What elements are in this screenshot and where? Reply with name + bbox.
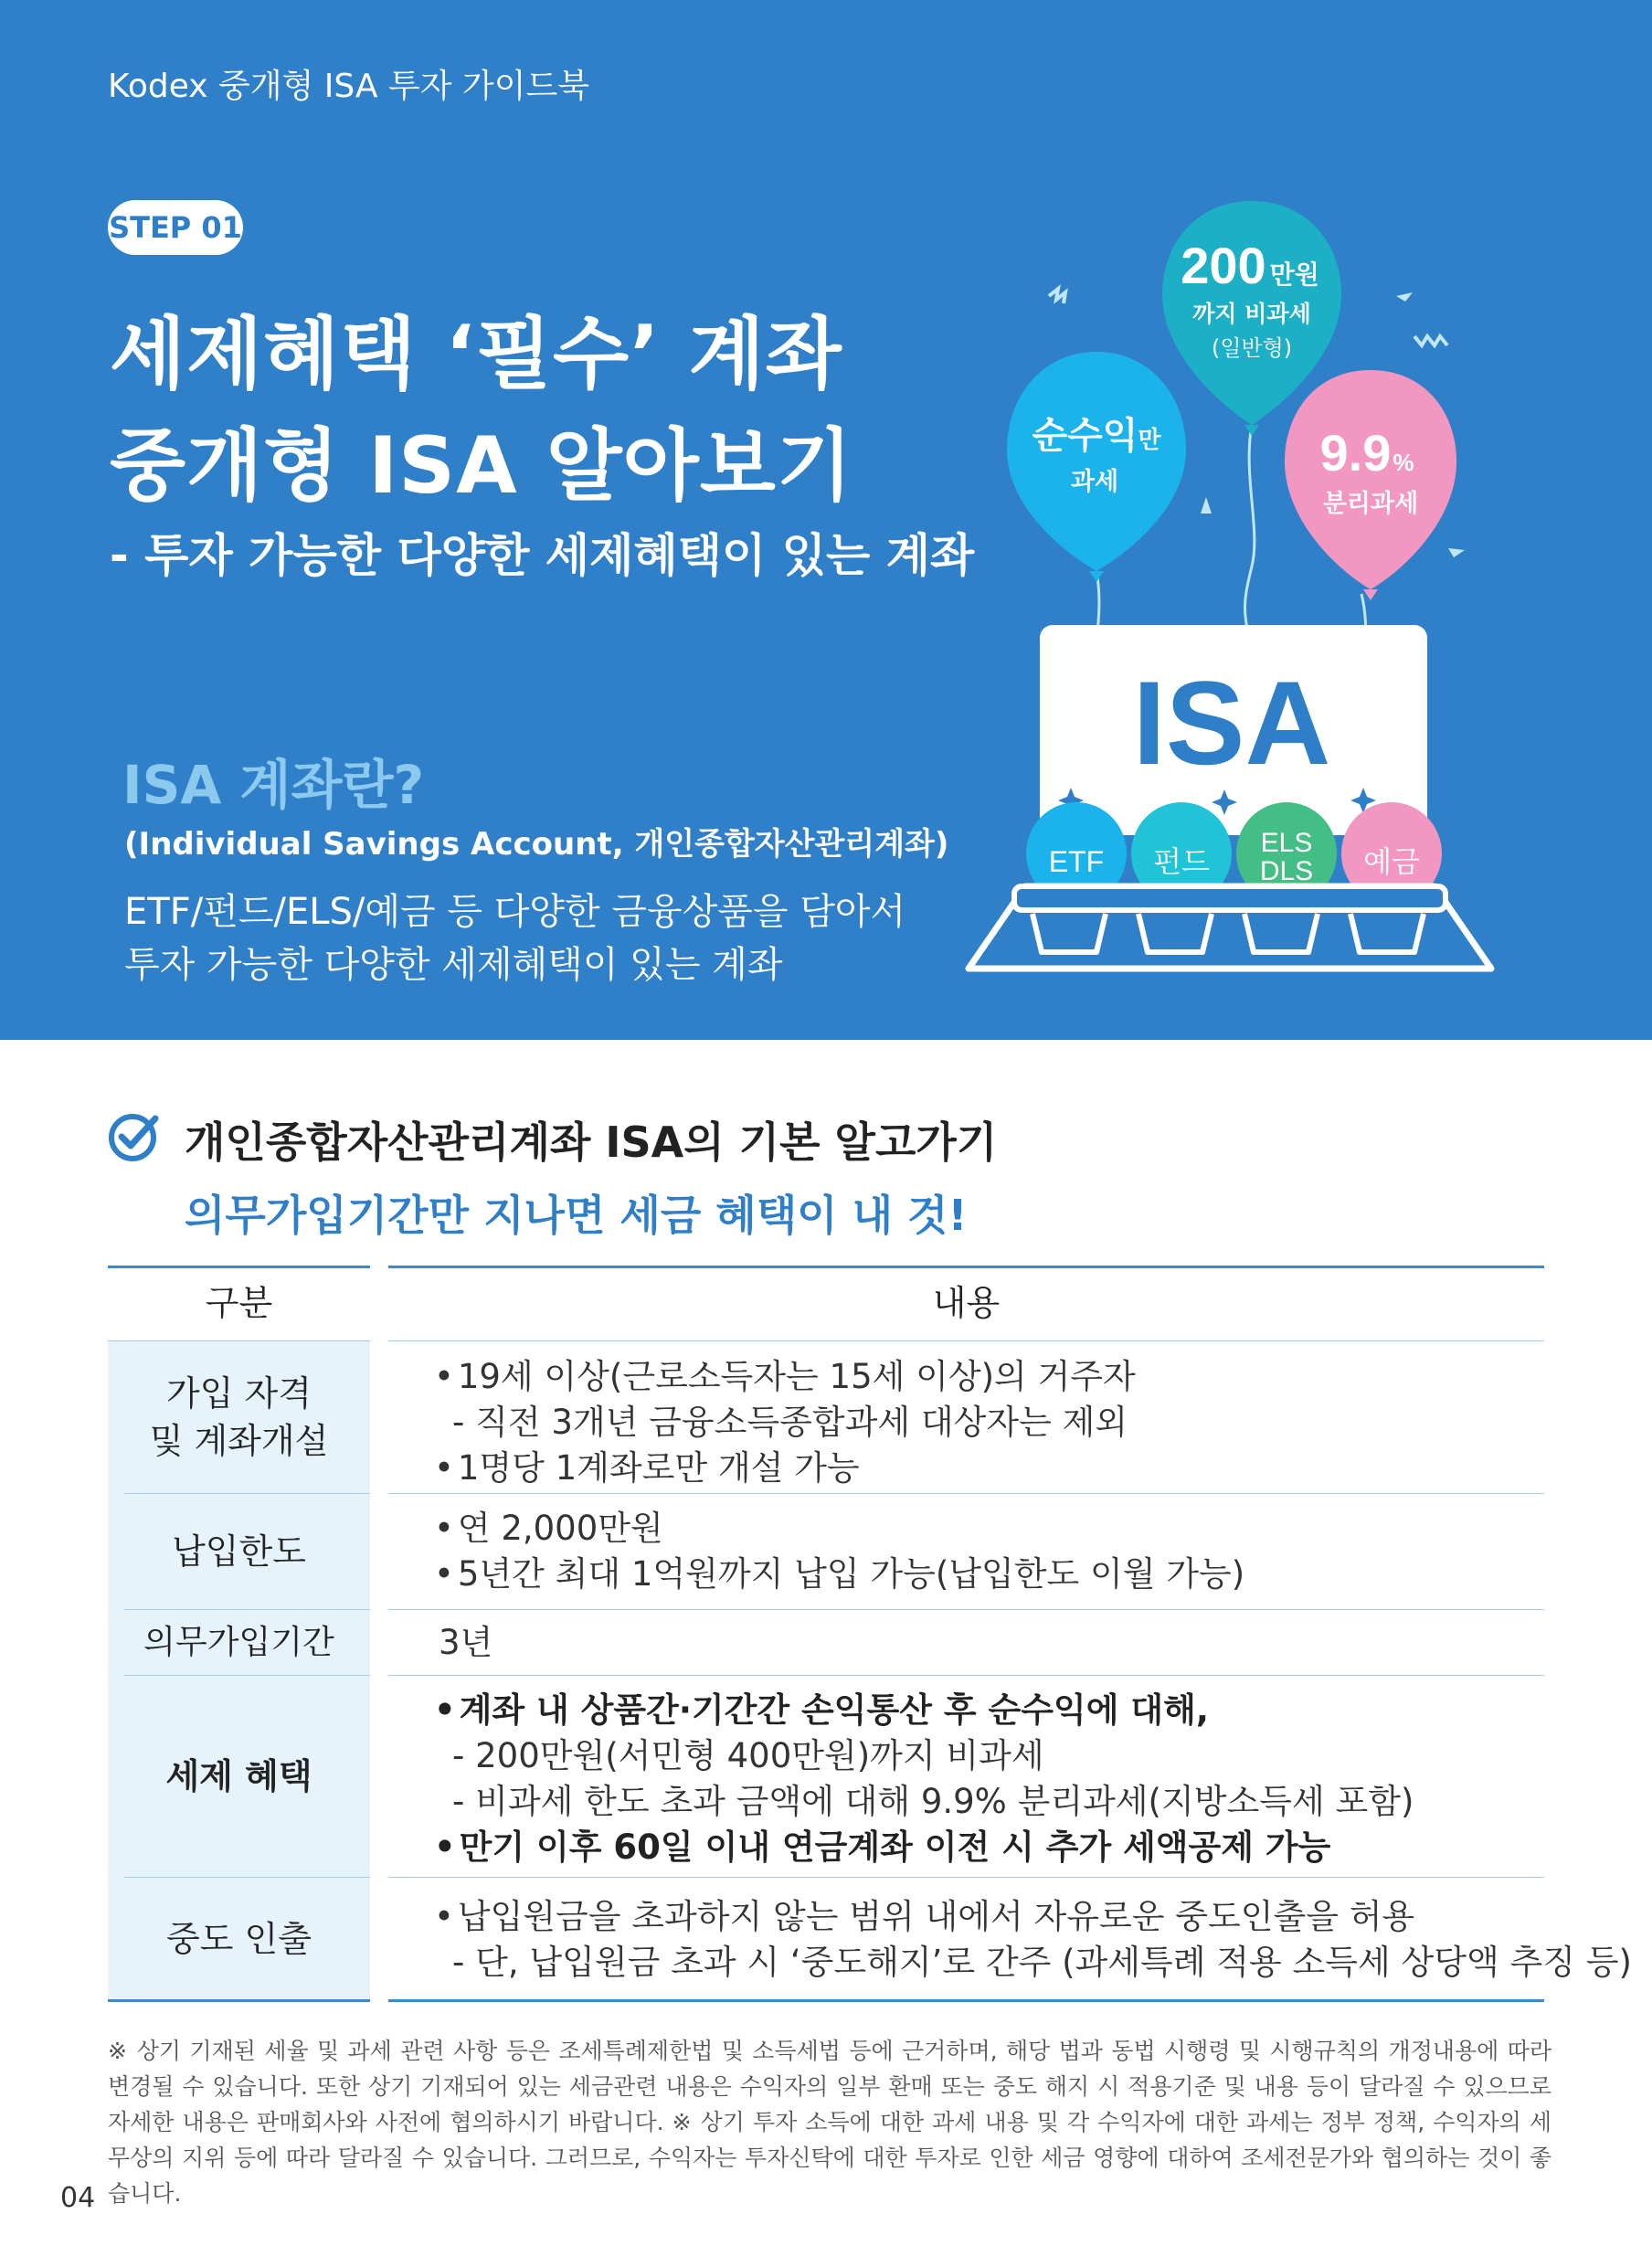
hero-banner bbox=[0, 0, 1652, 1040]
page-title-line2: 중개형 ISA 알아보기 bbox=[110, 420, 853, 512]
egg-tray bbox=[969, 886, 1491, 969]
triangle-icon bbox=[1201, 497, 1212, 514]
content-line: • 납입원금을 초과하지 않는 범위 내에서 자유로운 중도인출을 허용 bbox=[434, 1894, 1530, 1940]
svg-text:예금: 예금 bbox=[1363, 844, 1420, 879]
row-label-tax-benefit: 세제 혜택 bbox=[165, 1756, 312, 1796]
svg-text:ETF: ETF bbox=[1048, 845, 1105, 878]
triangle-icon bbox=[1396, 292, 1413, 302]
svg-text:200만원: 200 만원 bbox=[1181, 237, 1319, 294]
svg-text:ELS: ELS bbox=[1260, 828, 1313, 858]
svg-text:(일반형): (일반형) bbox=[1211, 335, 1293, 361]
row-content-withdrawal bbox=[434, 1894, 1632, 1986]
isa-description-line2: 투자 가능한 다양한 세제혜택이 있는 계좌 bbox=[124, 944, 783, 986]
svg-text:ISA: ISA bbox=[1132, 656, 1331, 789]
isa-question-heading: ISA 계좌란? bbox=[122, 754, 425, 816]
isa-balloon-illustration bbox=[950, 183, 1517, 1005]
svg-text:순수익만: 순수익만 bbox=[1032, 415, 1161, 457]
svg-text:9.9%: 9.9% bbox=[1319, 424, 1414, 482]
check-circle-icon bbox=[108, 1109, 161, 1162]
svg-text:펀드: 펀드 bbox=[1153, 844, 1210, 879]
sparkle-icon bbox=[1049, 289, 1065, 303]
triangle-icon bbox=[1448, 548, 1465, 557]
content-line: • 만기 이후 60일 이내 연금계좌 이전 시 추가 세액공제 가능 bbox=[434, 1825, 1530, 1870]
row-label-line: 가입 자격 bbox=[166, 1373, 312, 1414]
row-content-eligibility bbox=[434, 1354, 1530, 1491]
step-badge: STEP 01 bbox=[108, 200, 243, 255]
row-content-contribution-limit bbox=[434, 1506, 1530, 1597]
row-label-contribution-limit: 납입한도 bbox=[172, 1531, 306, 1572]
content-line: 3년 bbox=[439, 1623, 493, 1662]
isa-description-line1: ETF/펀드/ELS/예금 등 다양한 금융상품을 담아서 bbox=[124, 891, 906, 933]
footnote: ※ 상기 기재된 세율 및 과세 관련 사항 등은 조세특례제한법 및 소득세법 등에 근거하며, 해당 법과 동법 시행령 및 시행규칙의 개정내용에 따라 변경될 수 있습니다. 또한 상기 기재되어 있는 세금관련 내용은 수익자의 일부 환매 또는 중도 해지 시 적용기준 및 내용 등이 달라질 수 있으므로 자세한 내용은 판매회사와 사전에 협의하시기 바랍니다. ※ 상기 투자 소득에 대한 과세 내용 및 각 수익자에 대한 과세는 정부 정책, 수익자의 세무상의 지위 등에 따라 달라질 수 있습니다. 그러므로, 수익자는 투자신탁에 대한 투자로 인한 세금 영향에 대하여 조세전문가와 협의하는 것이 좋습니다. bbox=[108, 2038, 1551, 2207]
page-subtitle: - 투자 가능한 다양한 세제혜택이 있는 계좌 bbox=[110, 529, 975, 582]
content-line: • 연 2,000만원 bbox=[434, 1506, 1530, 1552]
row-label-eligibility bbox=[108, 1341, 370, 1493]
row-content-mandatory-period bbox=[439, 1620, 1535, 1666]
svg-text:DLS: DLS bbox=[1259, 856, 1314, 886]
row-content-tax-benefit bbox=[434, 1688, 1530, 1870]
content-line: • 계좌 내 상품간·기간간 손익통산 후 순수익에 대해, bbox=[434, 1688, 1530, 1733]
table-header-category: 구분 bbox=[205, 1283, 273, 1323]
balloon-separate-tax bbox=[1285, 370, 1456, 600]
content-line: • 19세 이상(근로소득자는 15세 이상)의 거주자 bbox=[434, 1354, 1530, 1400]
content-line: - 200만원(서민형 400만원)까지 비과세 bbox=[452, 1736, 1044, 1775]
row-label-mandatory-period: 의무가입기간 bbox=[143, 1623, 334, 1661]
table-header-content: 내용 bbox=[932, 1283, 1001, 1323]
content-line: - 비과세 한도 초과 금액에 대해 9.9% 분리과세(지방소득세 포함) bbox=[452, 1782, 1414, 1821]
isa-box bbox=[1040, 625, 1427, 835]
section-subtitle: 의무가입기간만 지나면 세금 혜택이 내 것! bbox=[185, 1191, 968, 1240]
isa-full-name: (Individual Savings Account, 개인종합자산관리계좌) bbox=[124, 826, 949, 863]
svg-text:까지 비과세: 까지 비과세 bbox=[1192, 301, 1311, 327]
row-label-line: 및 계좌개설 bbox=[149, 1421, 329, 1461]
svg-text:과세: 과세 bbox=[1070, 468, 1119, 496]
page-number: 04 bbox=[60, 2182, 96, 2214]
section-title: 개인종합자산관리계좌 ISA의 기본 알고가기 bbox=[185, 1118, 998, 1167]
guide-title: Kodex 중개형 ISA 투자 가이드북 bbox=[108, 68, 590, 105]
squiggle-icon bbox=[1414, 336, 1447, 345]
balloon-net-income bbox=[1007, 352, 1186, 582]
row-label-withdrawal: 중도 인출 bbox=[166, 1918, 312, 1959]
svg-text:분리과세: 분리과세 bbox=[1322, 490, 1419, 518]
content-line: - 직전 3개년 금융소득종합과세 대상자는 제외 bbox=[452, 1403, 1128, 1442]
page-title-line1: 세제혜택 ‘필수’ 계좌 bbox=[110, 309, 842, 400]
content-line: - 단, 납입원금 초과 시 ‘중도해지’로 간주 (과세특례 적용 소득세 상당액 추징 등) bbox=[452, 1943, 1632, 1982]
content-line: • 5년간 최대 1억원까지 납입 가능(납입한도 이월 가능) bbox=[434, 1552, 1530, 1597]
content-line: • 1명당 1계좌로만 개설 가능 bbox=[434, 1446, 1530, 1491]
